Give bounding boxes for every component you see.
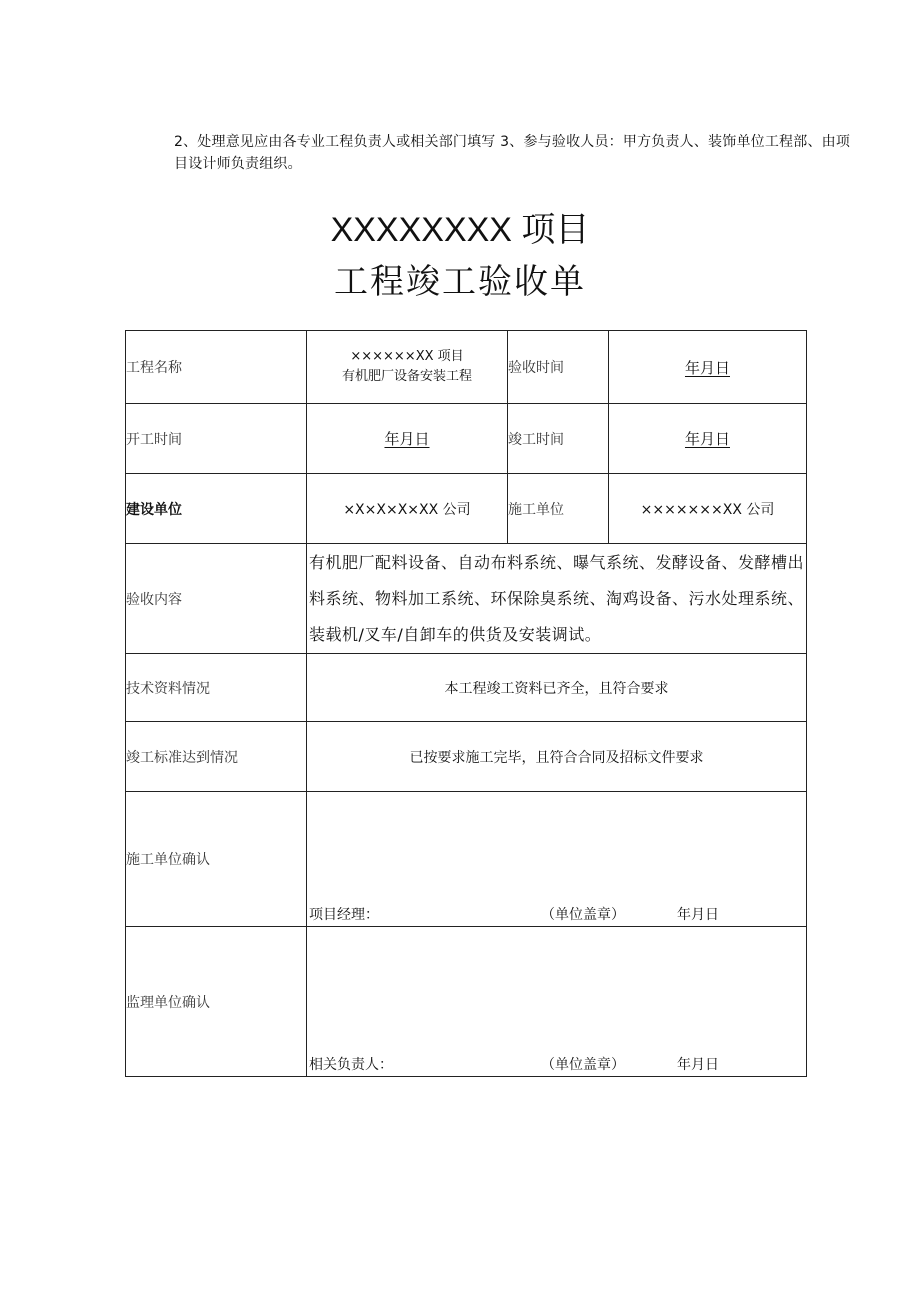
row-contractor-confirm	[126, 792, 807, 927]
start-time-value: 年月日	[384, 430, 430, 448]
row-project-name	[126, 331, 807, 404]
row-standard	[126, 722, 807, 792]
project-name-line1: ××××××XX 项目	[350, 349, 464, 364]
contractor-confirm-label: 施工单位确认	[126, 792, 307, 927]
row-content	[126, 544, 807, 654]
acceptance-time-label: 验收时间	[508, 331, 609, 404]
acceptance-time-value: 年月日	[684, 358, 730, 377]
standard-label: 竣工标准达到情况	[126, 722, 307, 792]
acceptance-time-cell	[609, 331, 807, 404]
project-name-label: 工程名称	[126, 331, 307, 404]
standard-value: 已按要求施工完毕，且符合合同及招标文件要求	[307, 722, 807, 792]
content-cell	[307, 544, 807, 654]
contractor-signer-label: 项目经理：	[309, 907, 379, 923]
completion-time-cell	[609, 404, 807, 474]
supervisor-seal-label: （单位盖章）	[541, 1057, 625, 1073]
document-title-form: 工程竣工验收单	[334, 263, 586, 301]
project-name-line2: 有机肥厂设备安装工程	[341, 369, 472, 384]
contractor-label: 施工单位	[508, 474, 609, 544]
contractor-date-label: 年月日	[677, 907, 719, 923]
supervisor-confirm-cell	[307, 927, 807, 1077]
row-units	[126, 474, 807, 544]
project-name-value	[307, 331, 508, 404]
start-time-label: 开工时间	[126, 404, 307, 474]
start-time-cell	[307, 404, 508, 474]
completion-time-label: 竣工时间	[508, 404, 609, 474]
contractor-seal-label: （单位盖章）	[541, 907, 625, 923]
supervisor-sign-row	[309, 1054, 804, 1074]
owner-label: 建设单位	[126, 474, 307, 544]
completion-time-value: 年月日	[684, 430, 730, 448]
acceptance-form-table	[125, 330, 807, 1077]
owner-value: ×X×X×X×XX 公司	[307, 474, 508, 544]
supervisor-signer-label: 相关负责人：	[309, 1057, 393, 1073]
content-value: 有机肥厂配料设备、自动布料系统、曝气系统、发酵设备、发酵槽出料系统、物料加工系统、环保除臭系统、淘鸡设备、污水处理系统、装载机/叉车/自卸车的供货及安装调试。	[309, 552, 805, 644]
contractor-value: ×××××××XX 公司	[609, 474, 807, 544]
contractor-confirm-cell	[307, 792, 807, 927]
row-tech-docs	[126, 654, 807, 722]
instruction-note: 2、处理意见应由各专业工程负责人或相关部门填写 3、参与验收人员：甲方负责人、装饰单位工程部、由项目设计师负责组织。	[174, 134, 851, 172]
supervisor-date-label: 年月日	[677, 1057, 719, 1073]
content-label: 验收内容	[126, 544, 307, 654]
supervisor-confirm-label: 监理单位确认	[126, 927, 307, 1077]
tech-docs-label: 技术资料情况	[126, 654, 307, 722]
contractor-sign-row	[309, 904, 804, 924]
tech-docs-value: 本工程竣工资料已齐全，且符合要求	[307, 654, 807, 722]
row-supervisor-confirm	[126, 927, 807, 1077]
document-title-project: XXXXXXXX 项目	[330, 211, 590, 249]
row-start-time	[126, 404, 807, 474]
